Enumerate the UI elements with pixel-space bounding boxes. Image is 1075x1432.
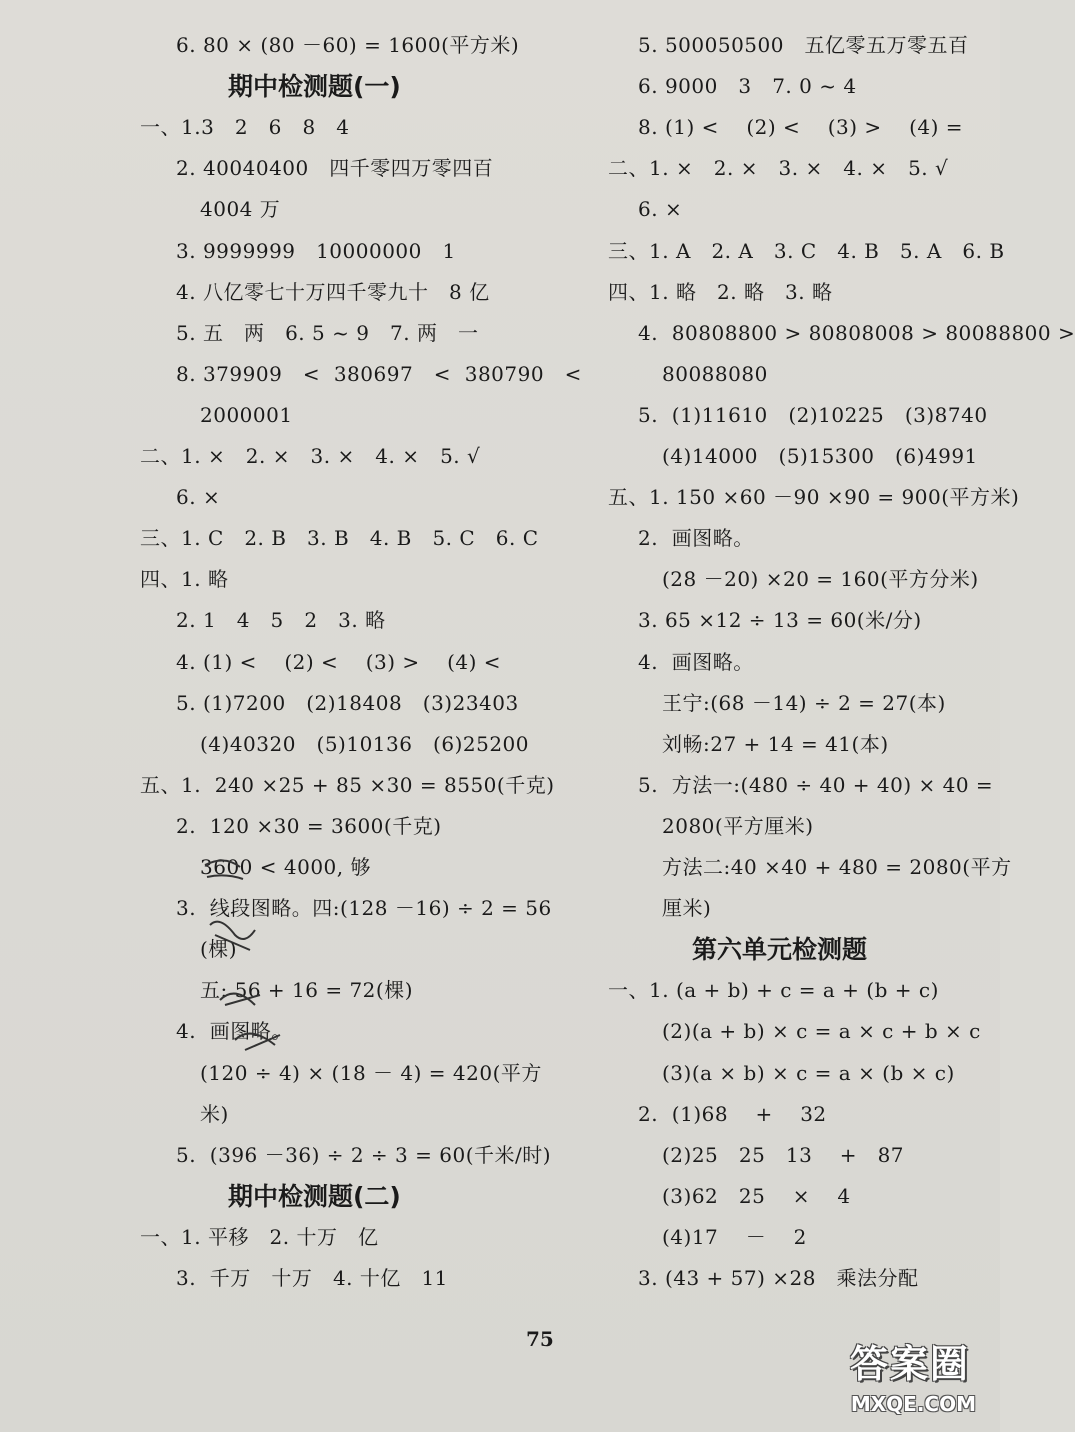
answer-line: 4. 画图略。	[638, 649, 754, 674]
answer-line: 四、1. 略	[140, 567, 229, 592]
page-number: 75	[526, 1327, 554, 1351]
answer-line: (3)62 25 × 4	[662, 1183, 851, 1208]
answer-line: 6. 80 × (80 －60) = 1600(平方米)	[176, 33, 520, 57]
answer-line: 二、1. × 2. × 3. × 4. × 5. √	[608, 156, 949, 181]
answer-line: 5. (1)7200 (2)18408 (3)23403	[176, 690, 519, 715]
answer-line: (棵)	[200, 937, 238, 962]
answer-line: 四、1. 略 2. 略 3. 略	[608, 279, 833, 304]
answer-line: 厘米)	[662, 896, 712, 921]
answer-line: 米)	[200, 1101, 229, 1126]
answer-line: 三、1. A 2. A 3. C 4. B 5. A 6. B	[608, 238, 1005, 263]
answer-line: 5. (1)11610 (2)10225 (3)8740	[638, 402, 988, 427]
answer-line: 2000001	[200, 402, 293, 427]
answer-line: 80088080	[662, 361, 768, 386]
watermark	[800, 1344, 990, 1424]
answer-line: 3. 9999999 10000000 1	[176, 238, 456, 263]
answer-line: 王宁:(68 －14) ÷ 2 = 27(本)	[662, 690, 946, 715]
handwritten-scribble	[195, 855, 315, 1075]
answer-line: 4. (1) < (2) < (3) > (4) <	[176, 649, 502, 674]
answer-line: 5. 五 两 6. 5 ~ 9 7. 两 一	[176, 320, 479, 345]
answer-line: (3)(a × b) × c = a × (b × c)	[662, 1060, 955, 1085]
answer-line: 3. 线段图略。四:(128 －16) ÷ 2 = 56	[176, 896, 552, 921]
answer-line: 4. 画图略。	[176, 1019, 292, 1044]
answer-line: 一、1. (a + b) + c = a + (b + c)	[608, 978, 939, 1003]
answer-line: 3. (43 + 57) ×28 乘法分配	[638, 1266, 919, 1290]
answer-line: 2. (1)68 + 32	[638, 1101, 827, 1126]
watermark-logo: 答案圈	[849, 1342, 970, 1386]
answer-line: 6. ×	[176, 485, 221, 510]
answer-line: 五: 56 + 16 = 72(棵)	[200, 978, 413, 1003]
answer-line: 5. (396 －36) ÷ 2 ÷ 3 = 60(千米/时)	[176, 1142, 552, 1167]
answer-line: 2080(平方厘米)	[662, 813, 814, 838]
answer-line: 4. 80808800 > 80808008 > 80088800 >	[638, 320, 1075, 345]
answer-line: 一、1. 平移 2. 十万 亿	[140, 1224, 379, 1249]
answer-line: 刘畅:27 + 14 = 41(本)	[662, 731, 889, 756]
section-heading: 第六单元检测题	[692, 935, 868, 965]
answer-line: (4)17 － 2	[662, 1224, 807, 1249]
answer-line: 一、1.3 2 6 8 4	[140, 115, 350, 140]
answer-line: 5. 方法一:(480 ÷ 40 + 40) × 40 =	[638, 772, 994, 797]
section-heading: 期中检测题(二)	[228, 1181, 401, 1211]
answer-line: 五、1. 240 ×25 + 85 ×30 = 8550(千克)	[140, 772, 555, 797]
answer-line: 4004 万	[200, 197, 281, 222]
answer-line: 6. ×	[638, 197, 683, 222]
watermark-site: MXQE.COM	[850, 1392, 976, 1416]
answer-line: 3600 < 4000, 够	[200, 855, 371, 879]
answer-line: 8. (1) < (2) < (3) > (4) =	[638, 115, 964, 140]
answer-line: 三、1. C 2. B 3. B 4. B 5. C 6. C	[140, 526, 539, 551]
answer-line: 4. 八亿零七十万四千零九十 8 亿	[176, 279, 490, 304]
answer-line: (4)40320 (5)10136 (6)25200	[200, 731, 530, 756]
answer-line: (2)(a + b) × c = a × c + b × c	[662, 1019, 981, 1044]
answer-line: (4)14000 (5)15300 (6)4991	[662, 444, 978, 468]
answer-line: 方法二:40 ×40 + 480 = 2080(平方	[662, 855, 1012, 879]
answer-line: (2)25 25 13 + 87	[662, 1142, 905, 1167]
answer-line: 2. 1 4 5 2 3. 略	[176, 608, 386, 633]
answer-line: 8. 379909 < 380697 < 380790 <	[176, 361, 582, 386]
answer-line: (120 ÷ 4) × (18 － 4) = 420(平方	[200, 1060, 542, 1085]
answer-line: 3. 65 ×12 ÷ 13 = 60(米/分)	[638, 608, 922, 633]
answer-line: 2. 画图略。	[638, 526, 754, 551]
answer-line: 二、1. × 2. × 3. × 4. × 5. √	[140, 444, 481, 468]
answer-line: (28 －20) ×20 = 160(平方分米)	[662, 567, 979, 592]
answer-line: 五、1. 150 ×60 －90 ×90 = 900(平方米)	[608, 485, 1020, 510]
section-heading: 期中检测题(一)	[228, 72, 401, 102]
answer-line: 3. 千万 十万 4. 十亿 11	[176, 1266, 448, 1290]
answer-line: 2. 120 ×30 = 3600(千克)	[176, 813, 442, 838]
answer-line: 5. 500050500 五亿零五万零五百	[638, 33, 969, 57]
answer-line: 6. 9000 3 7. 0 ~ 4	[638, 74, 857, 99]
answer-line: 2. 40040400 四千零四万零四百	[176, 156, 494, 181]
